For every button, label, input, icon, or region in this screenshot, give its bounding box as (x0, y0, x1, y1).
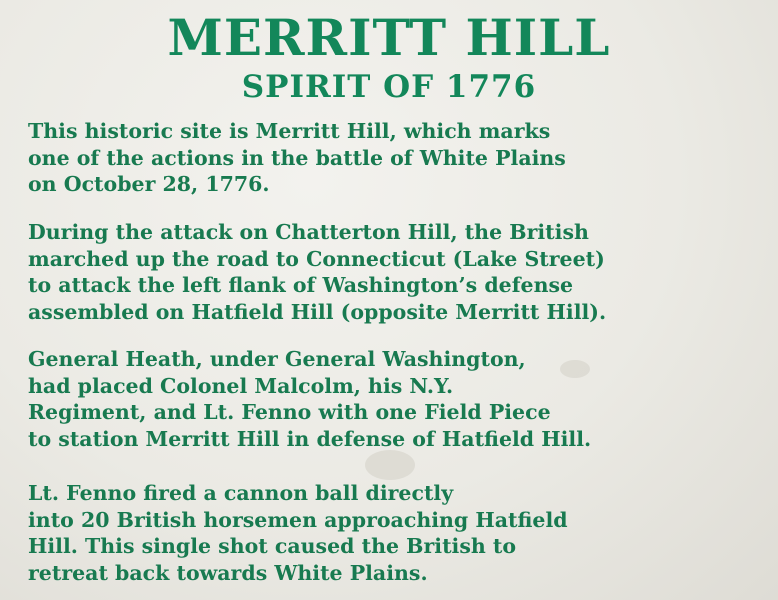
text-line: into 20 British horsemen approaching Hatfield (28, 507, 568, 532)
weathering-mark (365, 450, 415, 480)
paragraph-4 (28, 480, 773, 586)
text-line: to station Merritt Hill in defense of Hatfield Hill. (28, 426, 592, 451)
text-line: retreat back towards White Plains. (28, 560, 428, 585)
sign-subtitle: SPIRIT OF 1776 (241, 69, 537, 105)
text-line: Regiment, and Lt. Fenno with one Field Piece (28, 400, 551, 424)
paragraph-3 (28, 346, 773, 452)
paragraph-1 (28, 118, 773, 198)
text-line: Lt. Fenno fired a cannon ball directly (28, 481, 454, 505)
sign-title: MERRITT HILL (167, 8, 611, 67)
text-line: This historic site is Merritt Hill, which marks (28, 119, 551, 143)
text-line: During the attack on Chatterton Hill, the British (28, 220, 589, 244)
text-line: marched up the road to Connecticut (Lake Street) (28, 246, 605, 271)
text-line: one of the actions in the battle of White Plains (28, 145, 566, 170)
text-line: on October 28, 1776. (28, 172, 270, 196)
text-line: Hill. This single shot caused the British to (28, 534, 517, 558)
text-line: General Heath, under General Washington, (28, 347, 526, 371)
text-line: to attack the left flank of Washington’s defense (28, 273, 574, 297)
text-line: had placed Colonel Malcolm, his N.Y. (28, 373, 454, 398)
text-line: assembled on Hatfield Hill (opposite Merritt Hill). (28, 299, 607, 324)
paragraph-2 (28, 219, 773, 325)
